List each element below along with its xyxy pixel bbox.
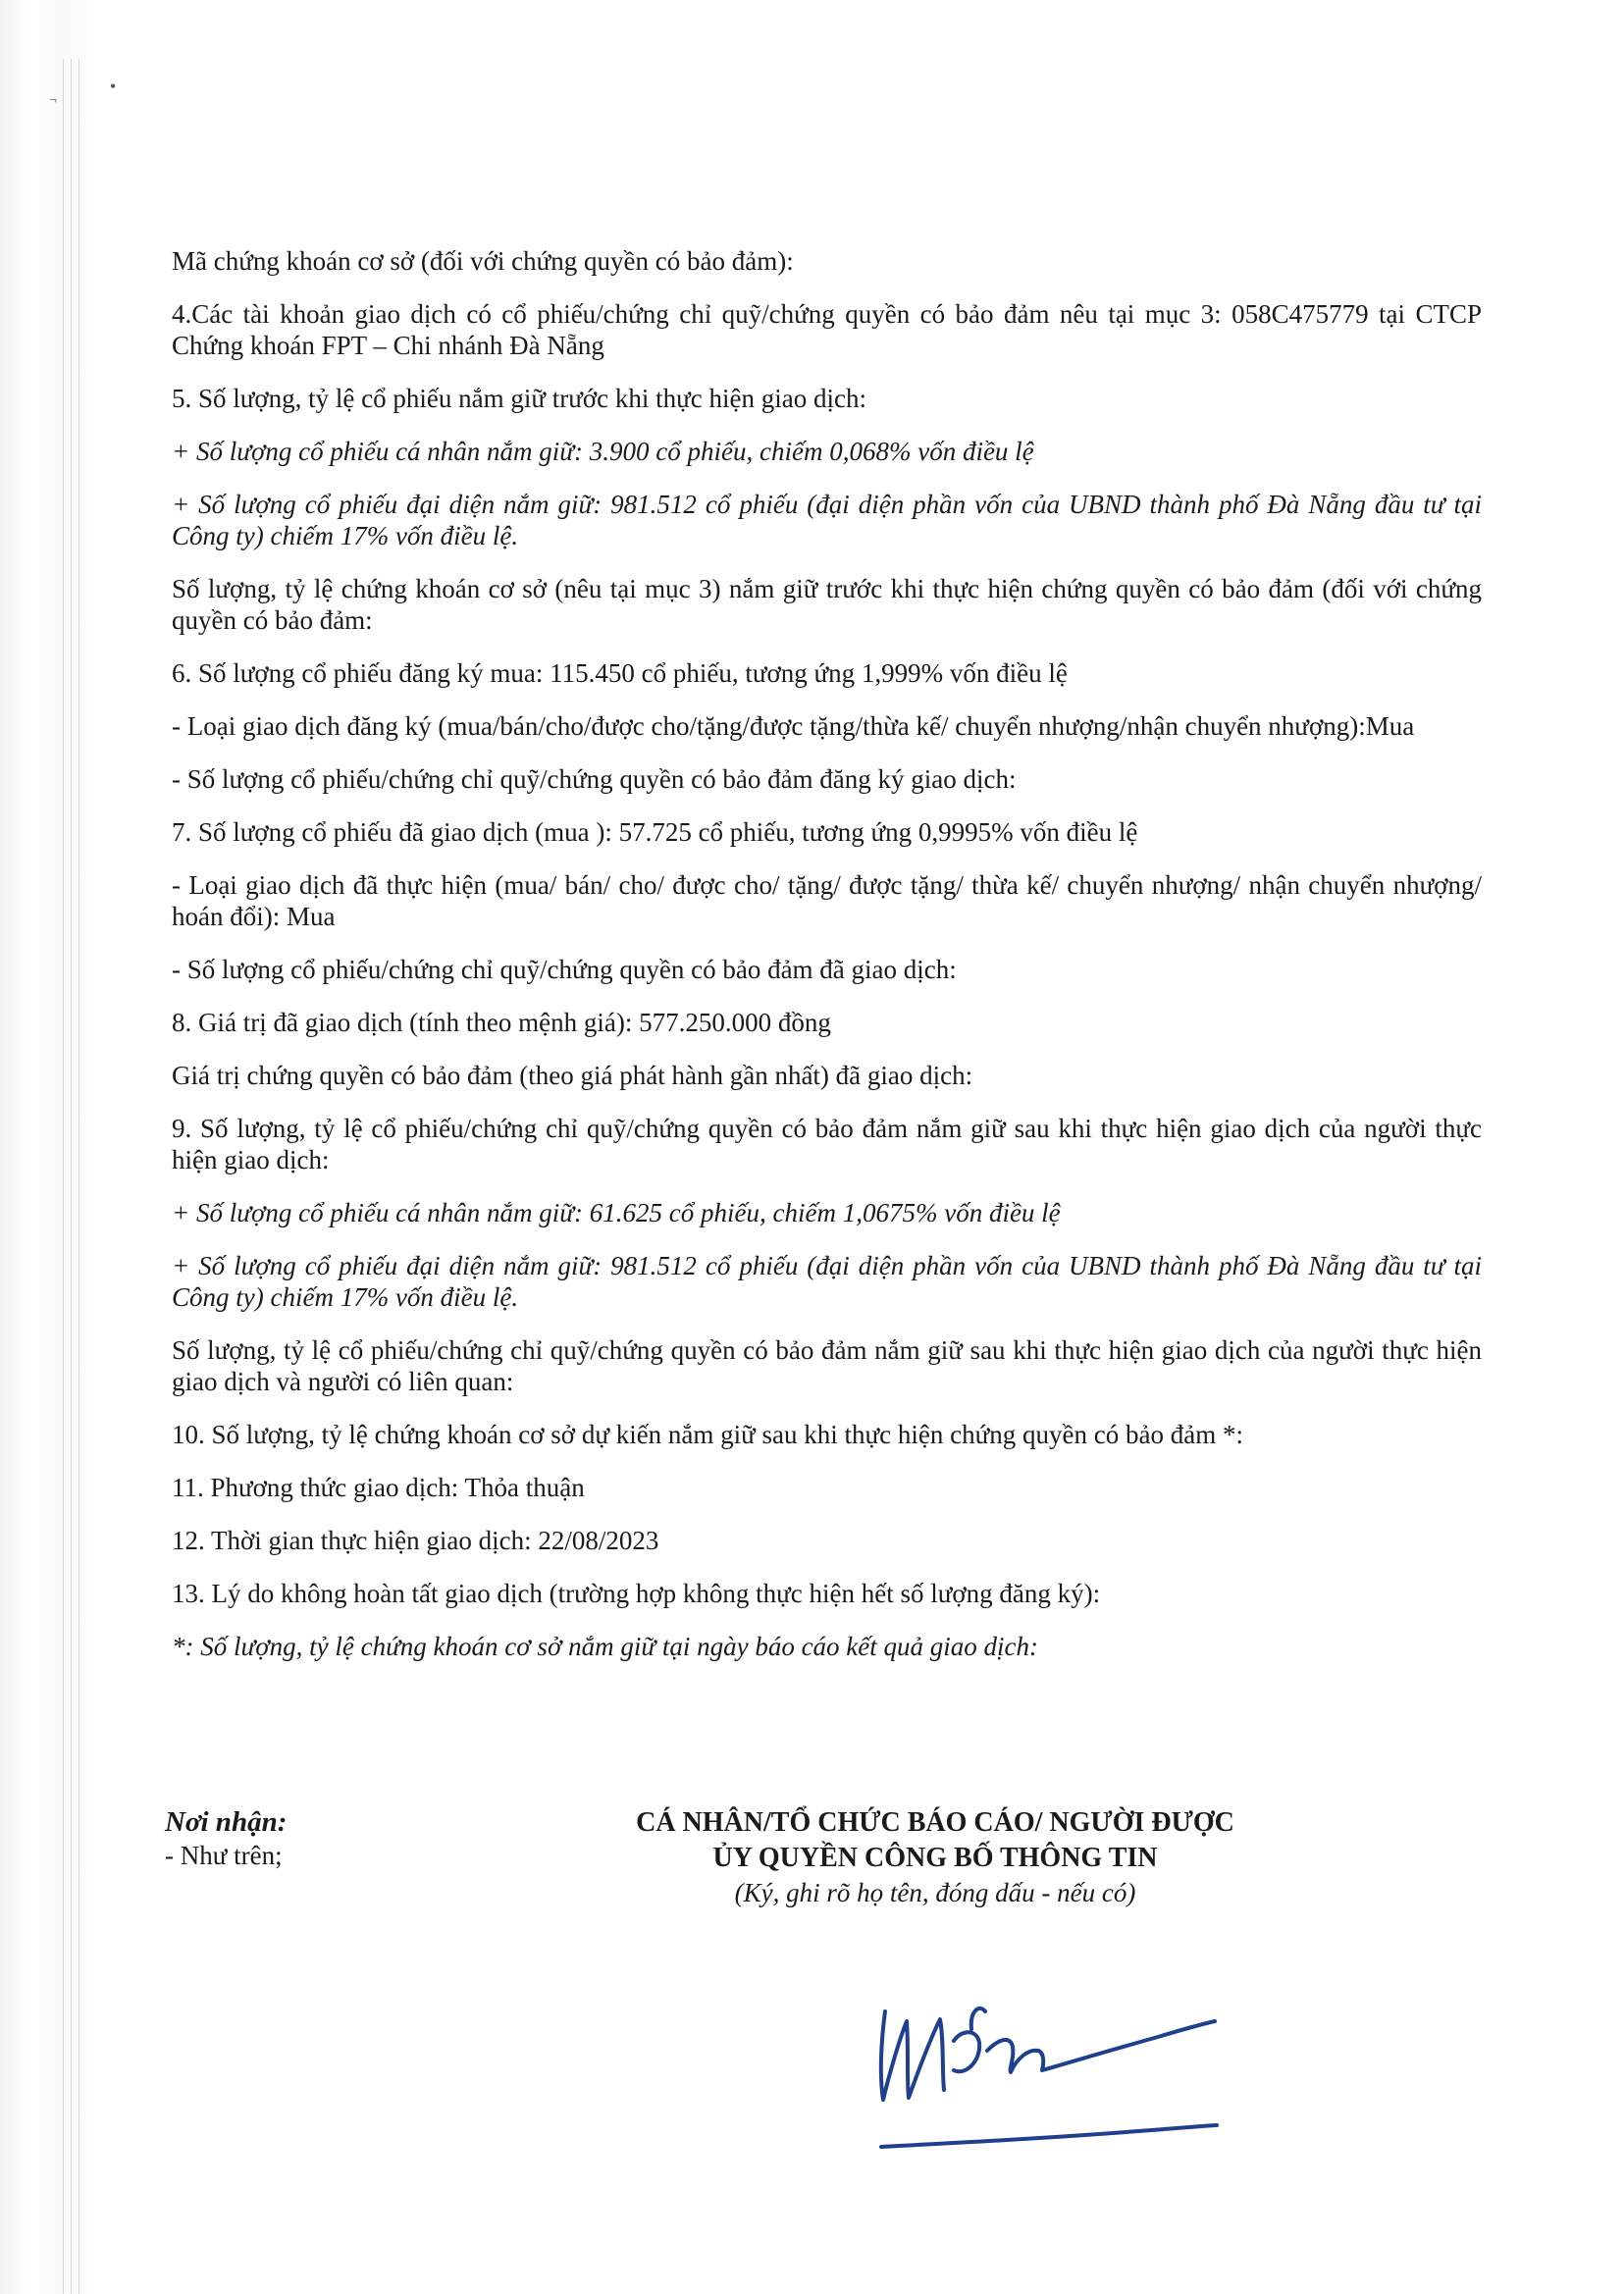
paragraph-10: 7. Số lượng cổ phiếu đã giao dịch (mua ): 57.725 cổ phiếu, tương ứng 0,9995% vốn điều lệ: [172, 817, 1138, 847]
recipient-block: [165, 1805, 287, 1872]
paragraph-19: 10. Số lượng, tỷ lệ chứng khoán cơ sở dự kiến nắm giữ sau khi thực hiện chứng quyền có bảo đảm *:: [172, 1420, 1243, 1449]
paragraph-13: 8. Giá trị đã giao dịch (tính theo mệnh giá): 577.250.000 đồng: [172, 1008, 831, 1037]
signer-block: [557, 1805, 1313, 1909]
scan-fold-line: [71, 59, 72, 2294]
recipient-item: - Như trên;: [165, 1841, 283, 1870]
paragraph-3: 5. Số lượng, tỷ lệ cổ phiếu nắm giữ trước khi thực hiện giao dịch:: [172, 384, 866, 413]
paragraph-2: 4.Các tài khoản giao dịch có cổ phiếu/chứng chỉ quỹ/chứng quyền có bảo đảm nêu tại mục 3: 058C475779 tại CTCP Chứng khoán FPT – Chi nhánh Đà Nẵng: [172, 299, 1482, 360]
recipient-title: Nơi nhận:: [165, 1806, 288, 1838]
scan-fold-line: [63, 59, 64, 2294]
scan-margin: [0, 0, 108, 2294]
scan-dot: •: [110, 77, 117, 96]
paragraph-14: Giá trị chứng quyền có bảo đảm (theo giá phát hành gần nhất) đã giao dịch:: [172, 1061, 973, 1090]
paragraph-18: Số lượng, tỷ lệ cổ phiếu/chứng chỉ quỹ/chứng quyền có bảo đảm nắm giữ sau khi thực hiện giao dịch của người thực hiện giao dịch và người có liên quan:: [172, 1335, 1482, 1396]
paragraph-12: - Số lượng cổ phiếu/chứng chỉ quỹ/chứng quyền có bảo đảm đã giao dịch:: [172, 955, 957, 984]
paragraph-22: 13. Lý do không hoàn tất giao dịch (trường hợp không thực hiện hết số lượng đăng ký):: [172, 1579, 1101, 1608]
paragraph-5: + Số lượng cổ phiếu đại diện nắm giữ: 981.512 cổ phiếu (đại diện phần vốn của UBND thành phố Đà Nẵng đầu tư tại Công ty) chiếm 17% vốn điều lệ.: [172, 490, 1482, 550]
signer-note: (Ký, ghi rõ họ tên, đóng dấu - nếu có): [734, 1878, 1136, 1907]
paragraph-9: - Số lượng cổ phiếu/chứng chỉ quỹ/chứng quyền có bảo đảm đăng ký giao dịch:: [172, 764, 1017, 794]
paragraph-4: + Số lượng cổ phiếu cá nhân nắm giữ: 3.900 cổ phiếu, chiếm 0,068% vốn điều lệ: [172, 437, 1034, 466]
paragraph-21: 12. Thời gian thực hiện giao dịch: 22/08/2023: [172, 1526, 659, 1555]
paragraph-17: + Số lượng cổ phiếu đại diện nắm giữ: 981.512 cổ phiếu (đại diện phần vốn của UBND thành phố Đà Nẵng đầu tư tại Công ty) chiếm 17% vốn điều lệ.: [172, 1251, 1482, 1312]
paragraph-6: Số lượng, tỷ lệ chứng khoán cơ sở (nêu tại mục 3) nắm giữ trước khi thực hiện chứng quyền có bảo đảm (đối với chứng quyền có bảo đảm:: [172, 574, 1482, 635]
paragraph-7: 6. Số lượng cổ phiếu đăng ký mua: 115.450 cổ phiếu, tương ứng 1,999% vốn điều lệ: [172, 658, 1068, 688]
scan-speck: ¬: [49, 93, 57, 108]
signer-title-line2: ỦY QUYỀN CÔNG BỐ THÔNG TIN: [712, 1843, 1158, 1873]
document-body: [172, 245, 1482, 1684]
paragraph-20: 11. Phương thức giao dịch: Thỏa thuận: [172, 1473, 585, 1502]
paragraph-23: *: Số lượng, tỷ lệ chứng khoán cơ sở nắm giữ tại ngày báo cáo kết quả giao dịch:: [172, 1632, 1038, 1661]
paragraph-16: + Số lượng cổ phiếu cá nhân nắm giữ: 61.625 cổ phiếu, chiếm 1,0675% vốn điều lệ: [172, 1198, 1061, 1227]
paragraph-1: Mã chứng khoán cơ sở (đối với chứng quyền có bảo đảm):: [172, 246, 794, 276]
paragraph-15: 9. Số lượng, tỷ lệ cổ phiếu/chứng chỉ quỹ/chứng quyền có bảo đảm nắm giữ sau khi thực hiện giao dịch của người thực hiện giao dịch:: [172, 1114, 1482, 1174]
paragraph-11: - Loại giao dịch đã thực hiện (mua/ bán/ cho/ được cho/ tặng/ được tặng/ thừa kế/ chuyển nhượng/ nhận chuyển nhượng/ hoán đổi): Mua: [172, 870, 1482, 931]
handwritten-signature: [864, 1982, 1236, 2159]
paragraph-8: - Loại giao dịch đăng ký (mua/bán/cho/được cho/tặng/được tặng/thừa kế/ chuyển nhượng/nhận chuyển nhượng):Mua: [172, 711, 1415, 741]
signer-title-line1: CÁ NHÂN/TỔ CHỨC BÁO CÁO/ NGƯỜI ĐƯỢC: [636, 1807, 1234, 1838]
